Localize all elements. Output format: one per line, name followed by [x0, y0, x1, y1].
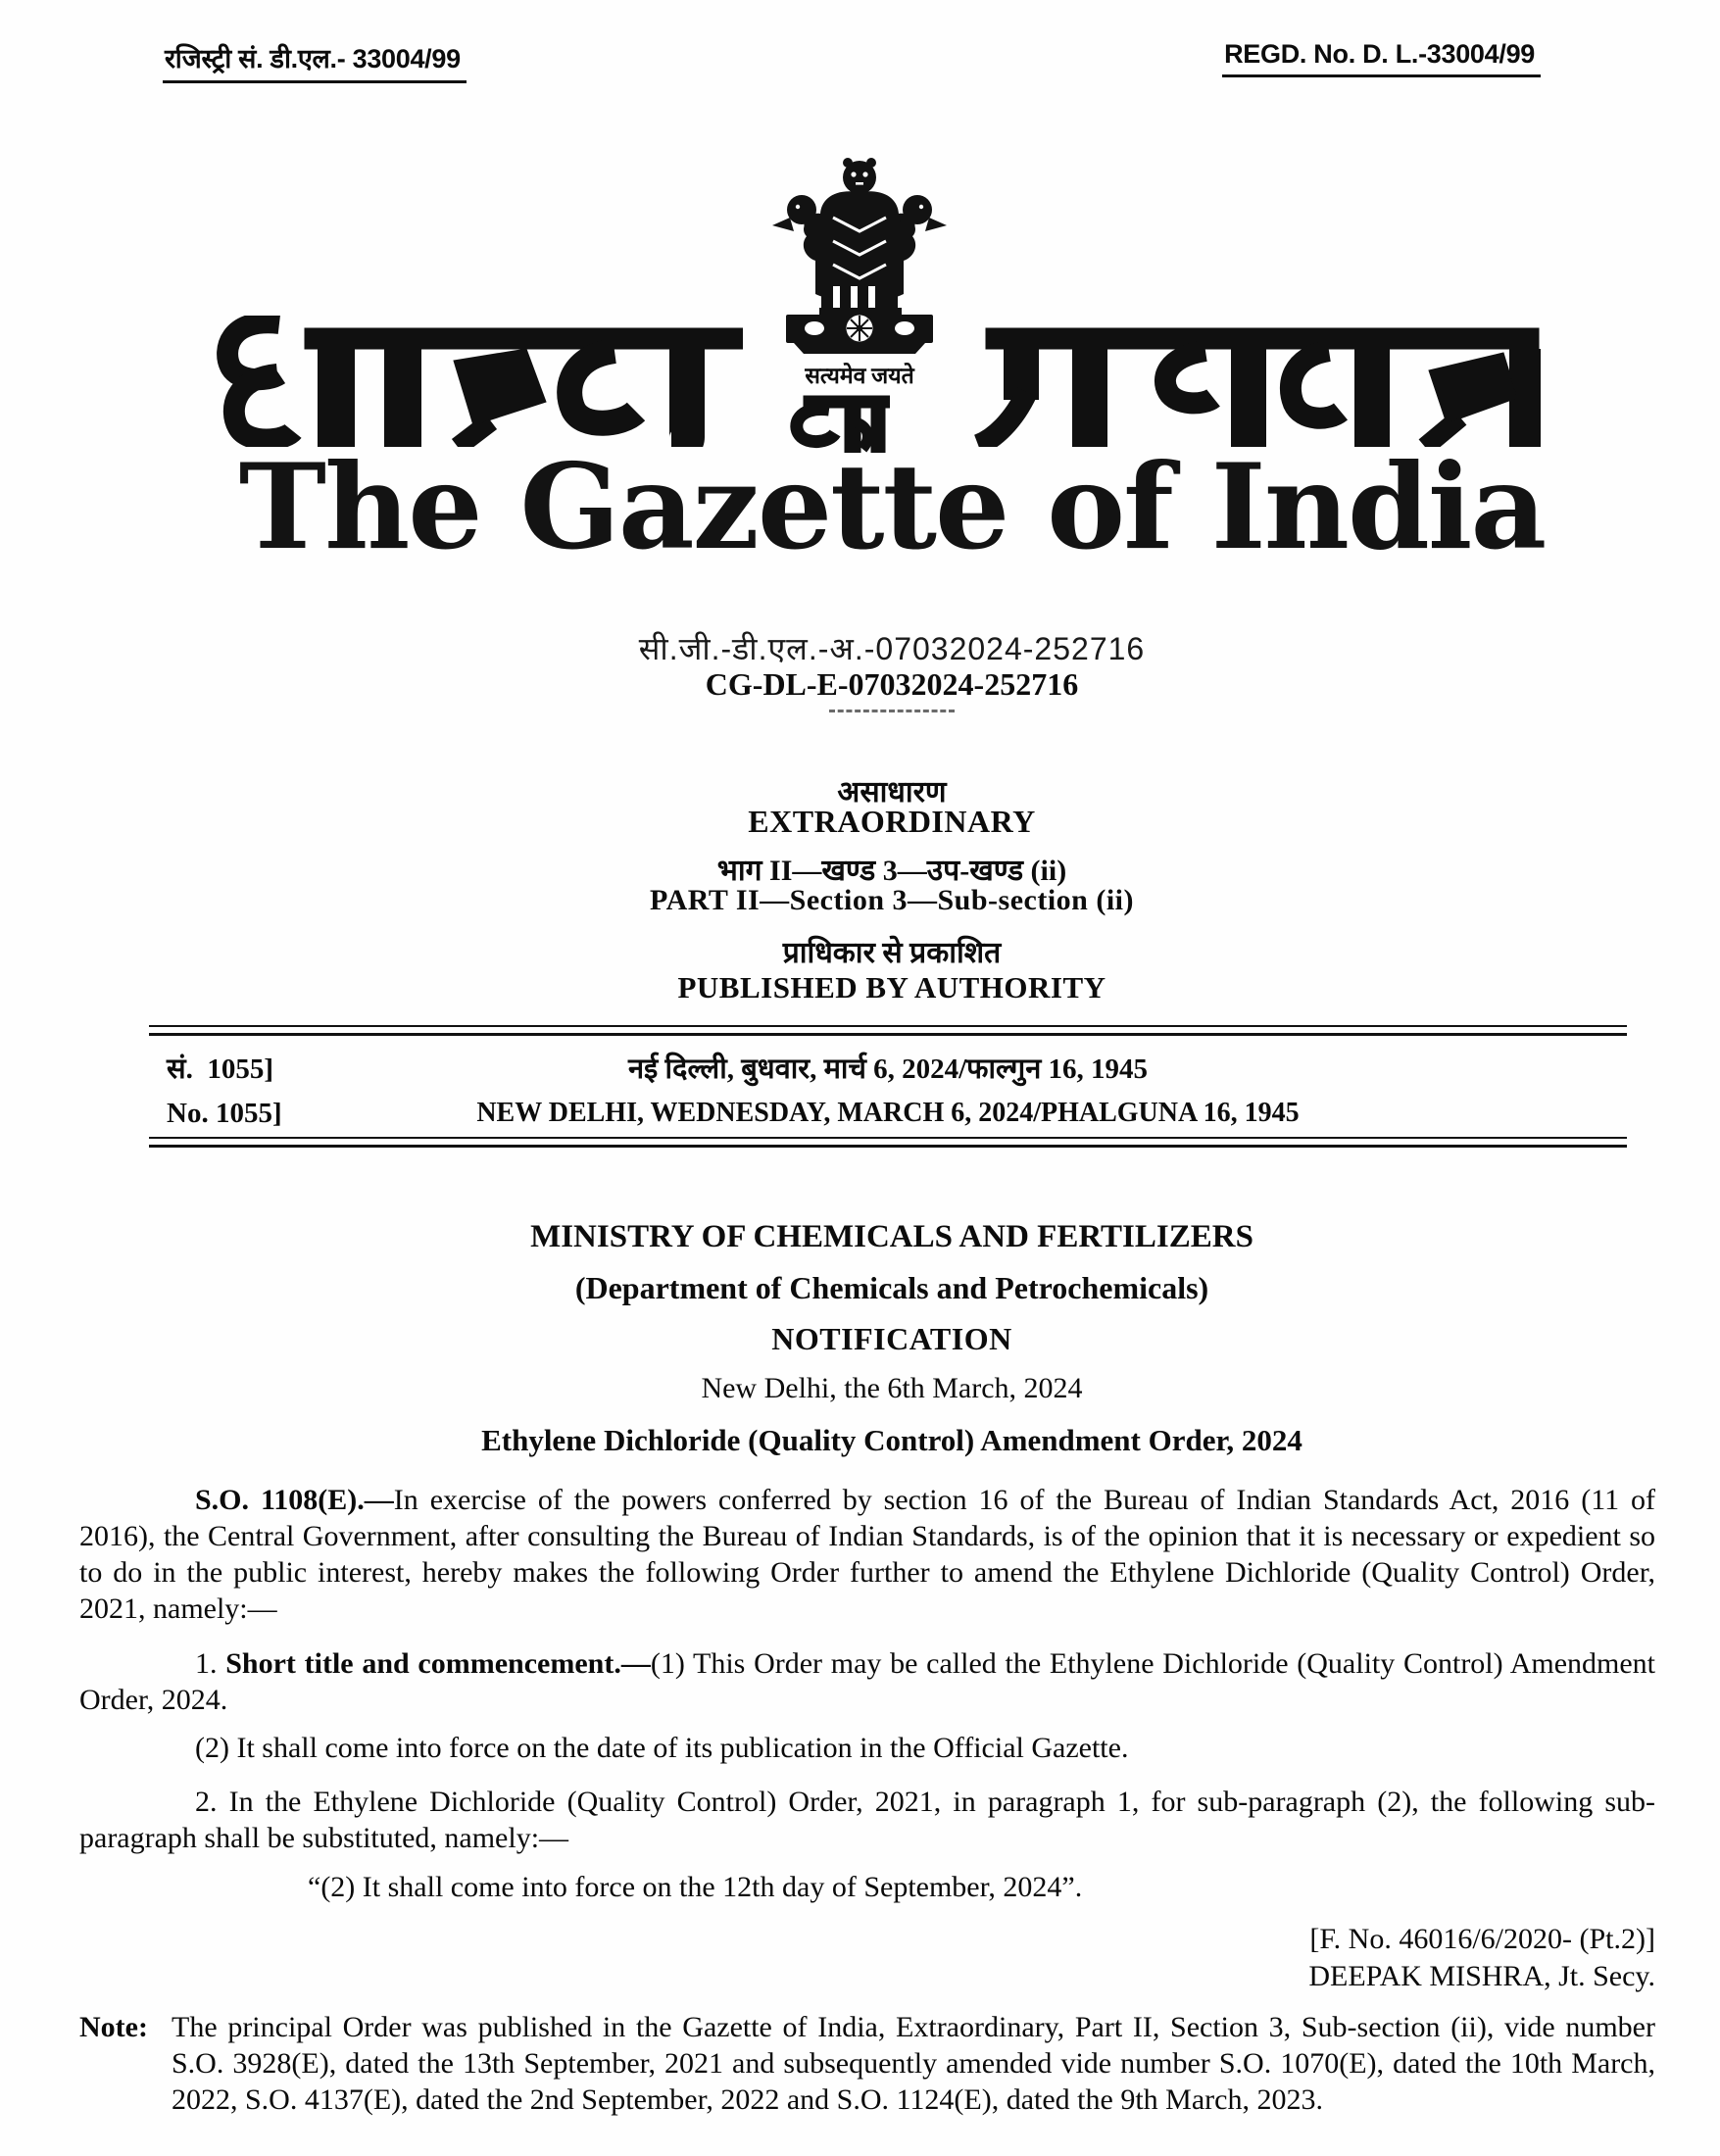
hindi-masthead-word-bharat — [197, 316, 743, 447]
paragraph-substituted: “(2) It shall come into force on the 12th day of September, 2024”. — [308, 1871, 1083, 1903]
lion-capital-emblem-icon — [766, 151, 953, 358]
masthead-english-title: The Gazette of India — [238, 438, 1546, 576]
clause1-body: (1) This Order may be called the Ethylene Dichloride (Quality Control) Amendment Order, 2024. — [79, 1647, 1656, 1716]
note-block — [79, 2009, 1655, 2118]
issue-number-hindi: सं. 1055] — [167, 1054, 274, 1085]
paragraph-clause2: 2. In the Ethylene Dichloride (Quality Control) Order, 2021, in paragraph 1, for sub-paragraph (2), the following sub-paragraph shall be substituted, namely:— — [79, 1786, 1655, 1854]
issue-row-hindi — [149, 1049, 1627, 1084]
edition-authority-english: PUBLISHED BY AUTHORITY — [677, 970, 1106, 1004]
note-label: Note: — [79, 2011, 148, 2043]
signature-block — [79, 1921, 1655, 1995]
signatory: DEEPAK MISHRA, Jt. Secy. — [1308, 1960, 1655, 1992]
department-heading: (Department of Chemicals and Petrochemicals) — [574, 1270, 1209, 1305]
paragraph-clause1 — [79, 1645, 1655, 1718]
hindi-masthead-word-rajpatra — [970, 316, 1550, 447]
so-number: S.O. 1108(E).— — [195, 1484, 394, 1516]
edition-part-english: PART II—Section 3—Sub-section (ii) — [649, 884, 1135, 916]
reg-code-hindi: सी.जी.-डी.एल.-अ.-07032024-252716 — [638, 631, 1146, 666]
edition-extraordinary-hindi: असाधारण — [837, 776, 947, 808]
emblem-motto: सत्यमेव जयते — [805, 364, 914, 388]
issue-row-english — [149, 1098, 1627, 1133]
issue-date-english: NEW DELHI, WEDNESDAY, MARCH 6, 2024/PHALGUNA 16, 1945 — [476, 1098, 1300, 1128]
order-title: Ethylene Dichloride (Quality Control) Amendment Order, 2024 — [481, 1423, 1302, 1457]
issue-date-hindi: नई दिल्ली, बुधवार, मार्च 6, 2024/फाल्गुन 16, 1945 — [627, 1054, 1149, 1085]
place-and-date: New Delhi, the 6th March, 2024 — [701, 1372, 1083, 1404]
file-number: [F. No. 46016/6/2020- (Pt.2)] — [1309, 1923, 1655, 1955]
clause1-title: Short title and commencement.— — [225, 1647, 651, 1680]
so-body: In exercise of the powers conferred by section 16 of the Bureau of Indian Standards Act, 2016 (11 of 2016), the Central Government, after consulting the Bureau of Indian Standards, is of the opinion that it is necessary or expedient so to do in the public interest, hereby makes the following Order further to amend the Ethylene Dichloride (Quality Control) Order, 2021, namely:— — [79, 1484, 1655, 1625]
registry-number-hindi: रजिस्ट्री सं. डी.एल.- 33004/99 — [163, 39, 467, 83]
notification-heading: NOTIFICATION — [771, 1321, 1012, 1356]
paragraph-so — [79, 1482, 1655, 1627]
separator-dashes — [59, 710, 1720, 712]
ministry-heading: MINISTRY OF CHEMICALS AND FERTILIZERS — [530, 1219, 1253, 1254]
double-rule-bottom — [149, 1137, 1627, 1148]
reg-code-english: CG-DL-E-07032024-252716 — [705, 666, 1079, 702]
double-rule-top — [149, 1025, 1627, 1036]
note-body: The principal Order was published in the Gazette of India, Extraordinary, Part II, Section 3, Sub-section (ii), vide number S.O. 3928(E), dated the 13th September, 2021 and subsequently amended vide number S.O. 1070(E), dated the 10th March, 2022, S.O. 4137(E), dated the 2nd September, 2022 and S.O. 1124(E), dated the 9th March, 2023. — [172, 2011, 1655, 2116]
edition-extraordinary-english: EXTRAORDINARY — [748, 804, 1036, 839]
paragraph-clause1-sub2: (2) It shall come into force on the date of its publication in the Official Gazette. — [195, 1732, 1129, 1764]
notification-body — [79, 1482, 1655, 2118]
edition-part-hindi: भाग II—खण्ड 3—उप-खण्ड (ii) — [716, 855, 1067, 887]
clause1-number: 1. — [195, 1647, 226, 1680]
registry-number-english: REGD. No. D. L.-33004/99 — [1222, 39, 1541, 77]
edition-authority-hindi: प्राधिकार से प्रकाशित — [782, 937, 1002, 969]
issue-number-english: No. 1055] — [167, 1098, 282, 1129]
